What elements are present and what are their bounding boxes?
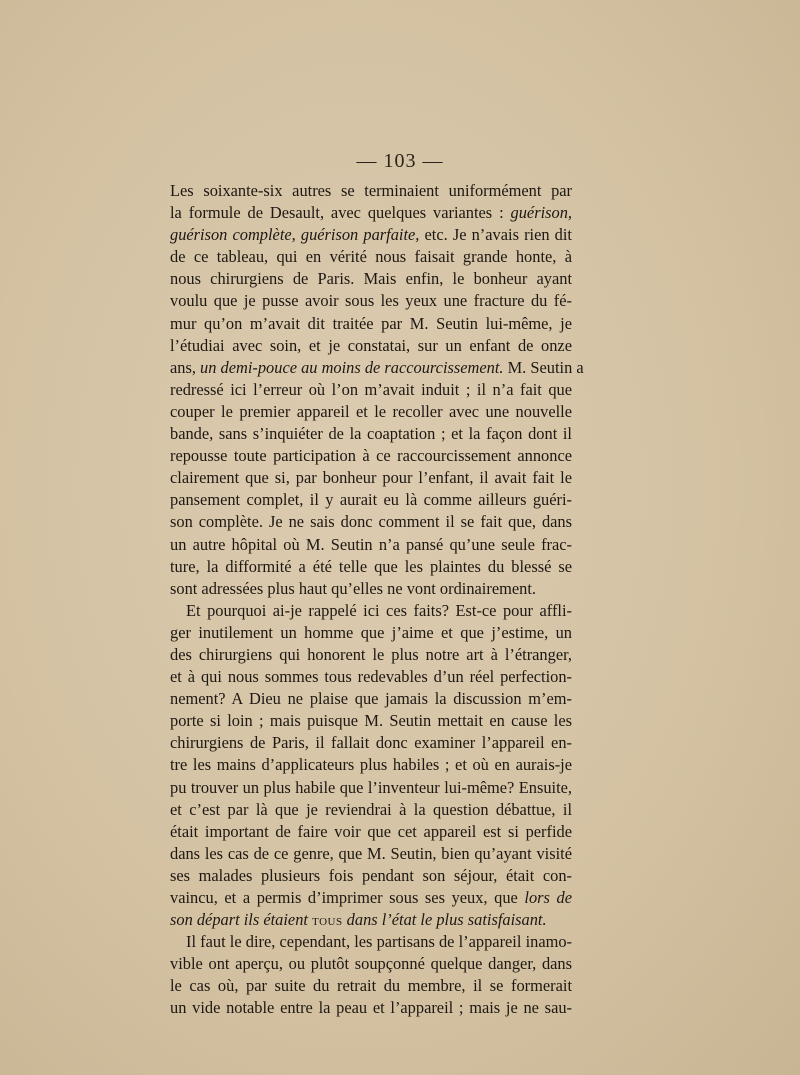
- text-line: [170, 997, 572, 1019]
- text-line: [170, 953, 572, 975]
- text-run: M. Seutin a: [503, 357, 584, 377]
- text-run: nous chirurgiens de Paris. Mais enfin, le bonheur ayant: [170, 269, 572, 289]
- text-run: tre les mains d’applicateurs plus habiles ; et où en aurais-je: [170, 755, 572, 775]
- text-run: porte si loin ; mais puisque M. Seutin mettait en cause les: [170, 711, 572, 731]
- text-run: redressé ici l’erreur où l’on m’avait induit ; il n’a fait que: [170, 379, 572, 399]
- text-run: pu trouver un plus habile que l’inventeur lui-même? Ensuite,: [170, 777, 572, 797]
- text-run: était important de faire voir que cet appareil est si perfide: [170, 821, 572, 841]
- text-line: [170, 710, 572, 732]
- text-line: [170, 777, 572, 799]
- text-line: [170, 799, 572, 821]
- text-run: Il faut le dire, cependant, les partisans de l’appareil inamo-: [186, 932, 572, 952]
- text-run: voulu que je pusse avoir sous les yeux une fracture du fé-: [170, 291, 572, 311]
- text-line: [170, 754, 572, 776]
- text-run: un autre hôpital où M. Seutin n’a pansé qu’une seule frac-: [170, 534, 572, 554]
- text-run: ses malades plusieurs fois pendant son séjour, était con-: [170, 865, 572, 885]
- italic-run: guérison,: [510, 203, 572, 223]
- text-line: [170, 224, 572, 246]
- text-run: etc. Je n’avais rien dit: [419, 225, 572, 245]
- text-line: [170, 534, 572, 556]
- text-run: chirurgiens de Paris, il fallait donc examiner l’appareil en-: [170, 733, 572, 753]
- text-run: son complète. Je ne sais donc comment il se fait que, dans: [170, 512, 572, 532]
- text-run: mur qu’on m’avait dit traitée par M. Seutin lui-même, je: [170, 313, 572, 333]
- text-run: bande, sans s’inquiéter de la coaptation ; et la façon dont il: [170, 424, 572, 444]
- italic-run: guérison complète, guérison parfaite,: [170, 225, 420, 245]
- text-line: [170, 313, 572, 335]
- text-line: [170, 556, 572, 578]
- text-run: dans les cas de ce genre, que M. Seutin, bien qu’ayant visité: [170, 843, 572, 863]
- text-line: [170, 821, 572, 843]
- text-line: [170, 423, 572, 445]
- text-line: [170, 290, 572, 312]
- text-run: de ce tableau, qui en vérité nous faisait grande honte, à: [170, 247, 572, 267]
- text-run: vaincu, et a permis d’imprimer sous ses yeux, que: [170, 888, 525, 907]
- text-line: [170, 489, 572, 511]
- text-run: Les soixante-six autres se terminaient uniformément par: [170, 181, 572, 200]
- text-run: ture, la difformité a été telle que les plaintes du blessé se: [170, 556, 572, 576]
- text-run: et c’est par là que je reviendrai à la question débattue, il: [170, 799, 572, 819]
- text-run: et à qui nous sommes tous redevables d’un réel perfection-: [170, 667, 572, 687]
- text-run: l’étudiai avec soin, et je constatai, sur un enfant de onze: [170, 335, 572, 355]
- body-text: [170, 180, 584, 1020]
- text-run: ger inutilement un homme que j’aime et que j’estime, un: [170, 622, 572, 642]
- text-run: un vide notable entre la peau et l’appareil ; mais je ne sau-: [170, 998, 572, 1018]
- text-line: [170, 688, 572, 710]
- text-run: clairement que si, par bonheur pour l’enfant, il avait fait le: [170, 468, 572, 488]
- text-line: [170, 268, 572, 290]
- text-line: [170, 644, 572, 666]
- italic-run: son départ ils étaient: [170, 910, 313, 930]
- text-line: [170, 379, 572, 401]
- text-line: [170, 335, 572, 357]
- text-line: [170, 511, 572, 533]
- text-run: vible ont aperçu, ou plutôt soupçonné quelque danger, dans: [170, 954, 572, 974]
- italic-run: un demi-pouce au moins de raccourcissement.: [200, 357, 504, 377]
- text-line: [170, 843, 572, 865]
- text-line: [170, 865, 572, 887]
- text-line: [170, 180, 572, 202]
- text-line: [170, 931, 572, 953]
- text-run: Et pourquoi ai-je rappelé ici ces faits? Est-ce pour affli-: [186, 600, 572, 620]
- text-line: [170, 467, 572, 489]
- text-line: [170, 909, 572, 931]
- text-line: [170, 357, 584, 379]
- small-caps-run: tous: [312, 910, 343, 930]
- text-run: sont adressées plus haut qu’elles ne vont ordinairement.: [170, 578, 536, 598]
- text-line: [170, 887, 572, 909]
- text-line: [170, 202, 572, 224]
- text-run: repousse toute participation à ce raccourcissement annonce: [170, 446, 572, 466]
- text-run: des chirurgiens qui honorent le plus notre art à l’étranger,: [170, 644, 572, 664]
- text-line: [170, 622, 572, 644]
- text-line: [170, 246, 572, 268]
- text-run: pansement complet, il y aurait eu là comme ailleurs guéri-: [170, 490, 572, 510]
- text-run: ans,: [170, 357, 201, 377]
- text-line: [170, 732, 572, 754]
- text-line: [170, 578, 572, 600]
- text-line: [170, 600, 572, 622]
- text-run: le cas où, par suite du retrait du membre, il se formerait: [170, 976, 572, 996]
- text-run: la formule de Desault, avec quelques variantes :: [170, 203, 511, 223]
- text-run: nement? A Dieu ne plaise que jamais la discussion m’em-: [170, 689, 572, 709]
- text-line: [170, 445, 572, 467]
- text-line: [170, 401, 572, 423]
- italic-run: dans l’état le plus satisfaisant.: [342, 910, 547, 930]
- text-line: [170, 975, 572, 997]
- page-number: — 103 —: [356, 150, 444, 172]
- italic-run: lors de: [524, 888, 572, 907]
- text-line: [170, 666, 572, 688]
- text-run: couper le premier appareil et le recoller avec une nouvelle: [170, 401, 572, 421]
